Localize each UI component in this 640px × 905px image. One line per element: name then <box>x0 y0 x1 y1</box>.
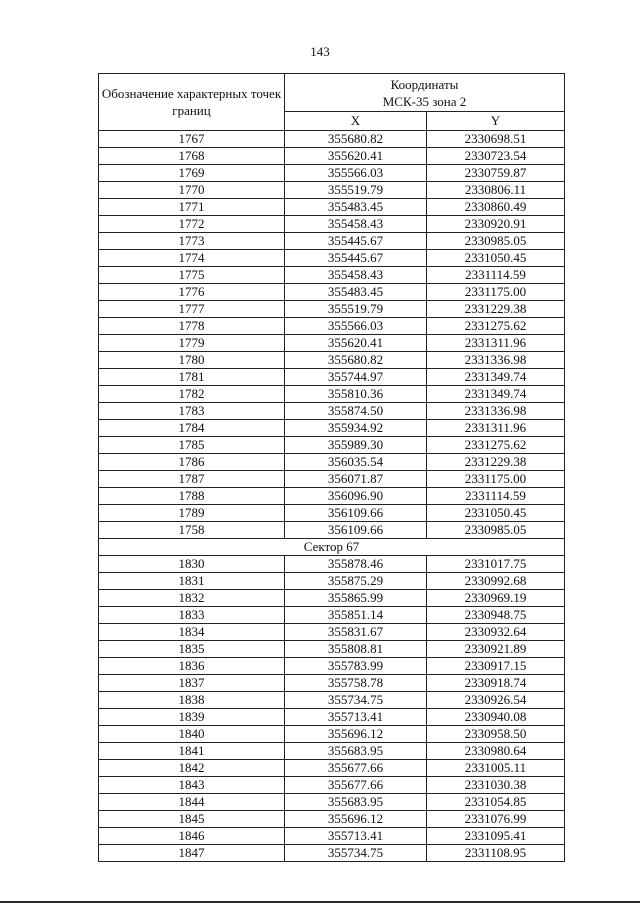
page-number: 143 <box>310 44 330 59</box>
y-coordinate-cell: 2331349.74 <box>427 369 565 386</box>
x-coordinate-cell: 355620.41 <box>285 335 427 352</box>
y-coordinate-cell: 2331275.62 <box>427 437 565 454</box>
x-coordinate-cell: 355445.67 <box>285 250 427 267</box>
y-coordinate-cell: 2330980.64 <box>427 743 565 760</box>
table-row <box>99 403 565 420</box>
y-coordinate-cell: 2330698.51 <box>427 131 565 148</box>
y-coordinate-cell: 2331095.41 <box>427 828 565 845</box>
table-row <box>99 250 565 267</box>
table-row <box>99 828 565 845</box>
table-row <box>99 709 565 726</box>
x-coordinate-cell: 355851.14 <box>285 607 427 624</box>
point-id-cell: 1773 <box>99 233 285 250</box>
point-id-cell: 1843 <box>99 777 285 794</box>
x-coordinate-cell: 355713.41 <box>285 828 427 845</box>
y-coordinate-cell: 2331108.95 <box>427 845 565 862</box>
y-coordinate-cell: 2331054.85 <box>427 794 565 811</box>
table-row <box>99 386 565 403</box>
x-column-header: X <box>285 112 427 131</box>
y-coordinate-cell: 2331275.62 <box>427 318 565 335</box>
table-row <box>99 658 565 675</box>
x-coordinate-cell: 355566.03 <box>285 318 427 335</box>
point-id-cell: 1784 <box>99 420 285 437</box>
x-coordinate-cell: 355758.78 <box>285 675 427 692</box>
table-row <box>99 216 565 233</box>
y-column-header: Y <box>427 112 565 131</box>
point-id-cell: 1767 <box>99 131 285 148</box>
y-coordinate-cell: 2331349.74 <box>427 386 565 403</box>
y-coordinate-cell: 2330940.08 <box>427 709 565 726</box>
point-id-cell: 1769 <box>99 165 285 182</box>
x-coordinate-cell: 355519.79 <box>285 182 427 199</box>
x-coordinate-cell: 355878.46 <box>285 556 427 573</box>
table-row <box>99 488 565 505</box>
table-row <box>99 573 565 590</box>
table-row <box>99 199 565 216</box>
point-id-cell: 1841 <box>99 743 285 760</box>
table-row <box>99 811 565 828</box>
x-coordinate-cell: 356096.90 <box>285 488 427 505</box>
x-coordinate-cell: 355519.79 <box>285 301 427 318</box>
point-id-cell: 1834 <box>99 624 285 641</box>
point-id-cell: 1788 <box>99 488 285 505</box>
table-row <box>99 726 565 743</box>
table-row <box>99 369 565 386</box>
x-coordinate-cell: 355683.95 <box>285 743 427 760</box>
y-coordinate-cell: 2330932.64 <box>427 624 565 641</box>
point-id-cell: 1831 <box>99 573 285 590</box>
y-coordinate-cell: 2331005.11 <box>427 760 565 777</box>
table-row <box>99 335 565 352</box>
table-row <box>99 743 565 760</box>
table-row <box>99 556 565 573</box>
table-row <box>99 794 565 811</box>
y-coordinate-cell: 2330921.89 <box>427 641 565 658</box>
x-coordinate-cell: 355874.50 <box>285 403 427 420</box>
x-coordinate-cell: 356035.54 <box>285 454 427 471</box>
table-row <box>99 318 565 335</box>
point-id-cell: 1776 <box>99 284 285 301</box>
table-row <box>99 692 565 709</box>
y-coordinate-cell: 2330917.15 <box>427 658 565 675</box>
x-coordinate-cell: 355865.99 <box>285 590 427 607</box>
point-id-cell: 1758 <box>99 522 285 539</box>
coordinate-system: МСК-35 зона 2 <box>382 93 467 109</box>
table-row <box>99 760 565 777</box>
point-id-cell: 1775 <box>99 267 285 284</box>
point-id-cell: 1830 <box>99 556 285 573</box>
coordinates-title: Координаты <box>390 76 459 92</box>
table-row <box>99 131 565 148</box>
table-row <box>99 505 565 522</box>
y-coordinate-cell: 2331336.98 <box>427 352 565 369</box>
table-row <box>99 352 565 369</box>
y-coordinate-cell: 2331050.45 <box>427 505 565 522</box>
y-coordinate-cell: 2330920.91 <box>427 216 565 233</box>
table-row <box>99 471 565 488</box>
x-coordinate-cell: 355620.41 <box>285 148 427 165</box>
table-row <box>99 845 565 862</box>
point-id-cell: 1786 <box>99 454 285 471</box>
x-coordinate-cell: 355934.92 <box>285 420 427 437</box>
point-id-cell: 1836 <box>99 658 285 675</box>
table-row <box>99 437 565 454</box>
table-row <box>99 284 565 301</box>
page-bottom-edge <box>0 901 640 903</box>
point-id-cell: 1840 <box>99 726 285 743</box>
y-coordinate-cell: 2331076.99 <box>427 811 565 828</box>
y-coordinate-cell: 2331175.00 <box>427 471 565 488</box>
point-id-cell: 1845 <box>99 811 285 828</box>
x-coordinate-cell: 355696.12 <box>285 811 427 828</box>
y-coordinate-cell: 2331017.75 <box>427 556 565 573</box>
table-row <box>99 454 565 471</box>
x-coordinate-cell: 355744.97 <box>285 369 427 386</box>
coordinates-header <box>285 74 565 112</box>
x-coordinate-cell: 355810.36 <box>285 386 427 403</box>
table-row <box>99 641 565 658</box>
y-coordinate-cell: 2330992.68 <box>427 573 565 590</box>
x-coordinate-cell: 355677.66 <box>285 760 427 777</box>
point-id-cell: 1777 <box>99 301 285 318</box>
table-row <box>99 420 565 437</box>
point-id-cell: 1787 <box>99 471 285 488</box>
y-coordinate-cell: 2330948.75 <box>427 607 565 624</box>
x-coordinate-cell: 355989.30 <box>285 437 427 454</box>
y-coordinate-cell: 2331229.38 <box>427 301 565 318</box>
y-coordinate-cell: 2330969.19 <box>427 590 565 607</box>
coordinates-table <box>98 73 565 862</box>
y-coordinate-cell: 2330985.05 <box>427 522 565 539</box>
table-row <box>99 165 565 182</box>
point-id-cell: 1833 <box>99 607 285 624</box>
table-row <box>99 522 565 539</box>
table-row <box>99 148 565 165</box>
x-coordinate-cell: 355783.99 <box>285 658 427 675</box>
y-coordinate-cell: 2331050.45 <box>427 250 565 267</box>
x-coordinate-cell: 355458.43 <box>285 267 427 284</box>
y-coordinate-cell: 2331114.59 <box>427 488 565 505</box>
point-id-cell: 1772 <box>99 216 285 233</box>
point-id-cell: 1768 <box>99 148 285 165</box>
y-coordinate-cell: 2331175.00 <box>427 284 565 301</box>
point-id-cell: 1785 <box>99 437 285 454</box>
section-row <box>99 539 565 556</box>
y-coordinate-cell: 2330926.54 <box>427 692 565 709</box>
point-id-cell: 1789 <box>99 505 285 522</box>
point-id-cell: 1770 <box>99 182 285 199</box>
x-coordinate-cell: 356109.66 <box>285 522 427 539</box>
table-row <box>99 182 565 199</box>
x-coordinate-cell: 355458.43 <box>285 216 427 233</box>
point-id-cell: 1837 <box>99 675 285 692</box>
table-body <box>99 131 565 862</box>
point-id-cell: 1844 <box>99 794 285 811</box>
point-id-cell: 1782 <box>99 386 285 403</box>
y-coordinate-cell: 2331114.59 <box>427 267 565 284</box>
y-coordinate-cell: 2330918.74 <box>427 675 565 692</box>
table-row <box>99 301 565 318</box>
point-id-cell: 1838 <box>99 692 285 709</box>
y-coordinate-cell: 2331311.96 <box>427 420 565 437</box>
x-coordinate-cell: 355680.82 <box>285 352 427 369</box>
x-coordinate-cell: 356109.66 <box>285 505 427 522</box>
x-coordinate-cell: 355445.67 <box>285 233 427 250</box>
x-coordinate-cell: 355713.41 <box>285 709 427 726</box>
table-row <box>99 590 565 607</box>
point-id-cell: 1779 <box>99 335 285 352</box>
point-id-cell: 1846 <box>99 828 285 845</box>
y-coordinate-cell: 2330806.11 <box>427 182 565 199</box>
x-coordinate-cell: 355677.66 <box>285 777 427 794</box>
table-row <box>99 777 565 794</box>
x-coordinate-cell: 355734.75 <box>285 845 427 862</box>
section-title: Сектор 67 <box>99 539 565 556</box>
point-id-cell: 1842 <box>99 760 285 777</box>
table-row <box>99 675 565 692</box>
y-coordinate-cell: 2331229.38 <box>427 454 565 471</box>
x-coordinate-cell: 355808.81 <box>285 641 427 658</box>
table-header <box>99 74 565 131</box>
x-coordinate-cell: 355683.95 <box>285 794 427 811</box>
x-coordinate-cell: 355696.12 <box>285 726 427 743</box>
x-coordinate-cell: 355875.29 <box>285 573 427 590</box>
y-coordinate-cell: 2331336.98 <box>427 403 565 420</box>
x-coordinate-cell: 356071.87 <box>285 471 427 488</box>
point-id-cell: 1847 <box>99 845 285 862</box>
y-coordinate-cell: 2330958.50 <box>427 726 565 743</box>
point-id-cell: 1771 <box>99 199 285 216</box>
table-row <box>99 624 565 641</box>
point-id-cell: 1781 <box>99 369 285 386</box>
point-id-cell: 1774 <box>99 250 285 267</box>
y-coordinate-cell: 2330985.05 <box>427 233 565 250</box>
y-coordinate-cell: 2330759.87 <box>427 165 565 182</box>
y-coordinate-cell: 2330860.49 <box>427 199 565 216</box>
table-row <box>99 233 565 250</box>
y-coordinate-cell: 2331311.96 <box>427 335 565 352</box>
point-name-header: Обозначение характерных точек границ <box>99 74 285 131</box>
y-coordinate-cell: 2331030.38 <box>427 777 565 794</box>
x-coordinate-cell: 355680.82 <box>285 131 427 148</box>
point-id-cell: 1780 <box>99 352 285 369</box>
x-coordinate-cell: 355734.75 <box>285 692 427 709</box>
x-coordinate-cell: 355831.67 <box>285 624 427 641</box>
table-row <box>99 267 565 284</box>
point-id-cell: 1778 <box>99 318 285 335</box>
point-id-cell: 1839 <box>99 709 285 726</box>
table-row <box>99 607 565 624</box>
x-coordinate-cell: 355483.45 <box>285 199 427 216</box>
y-coordinate-cell: 2330723.54 <box>427 148 565 165</box>
point-id-cell: 1783 <box>99 403 285 420</box>
x-coordinate-cell: 355566.03 <box>285 165 427 182</box>
x-coordinate-cell: 355483.45 <box>285 284 427 301</box>
point-id-cell: 1835 <box>99 641 285 658</box>
point-id-cell: 1832 <box>99 590 285 607</box>
